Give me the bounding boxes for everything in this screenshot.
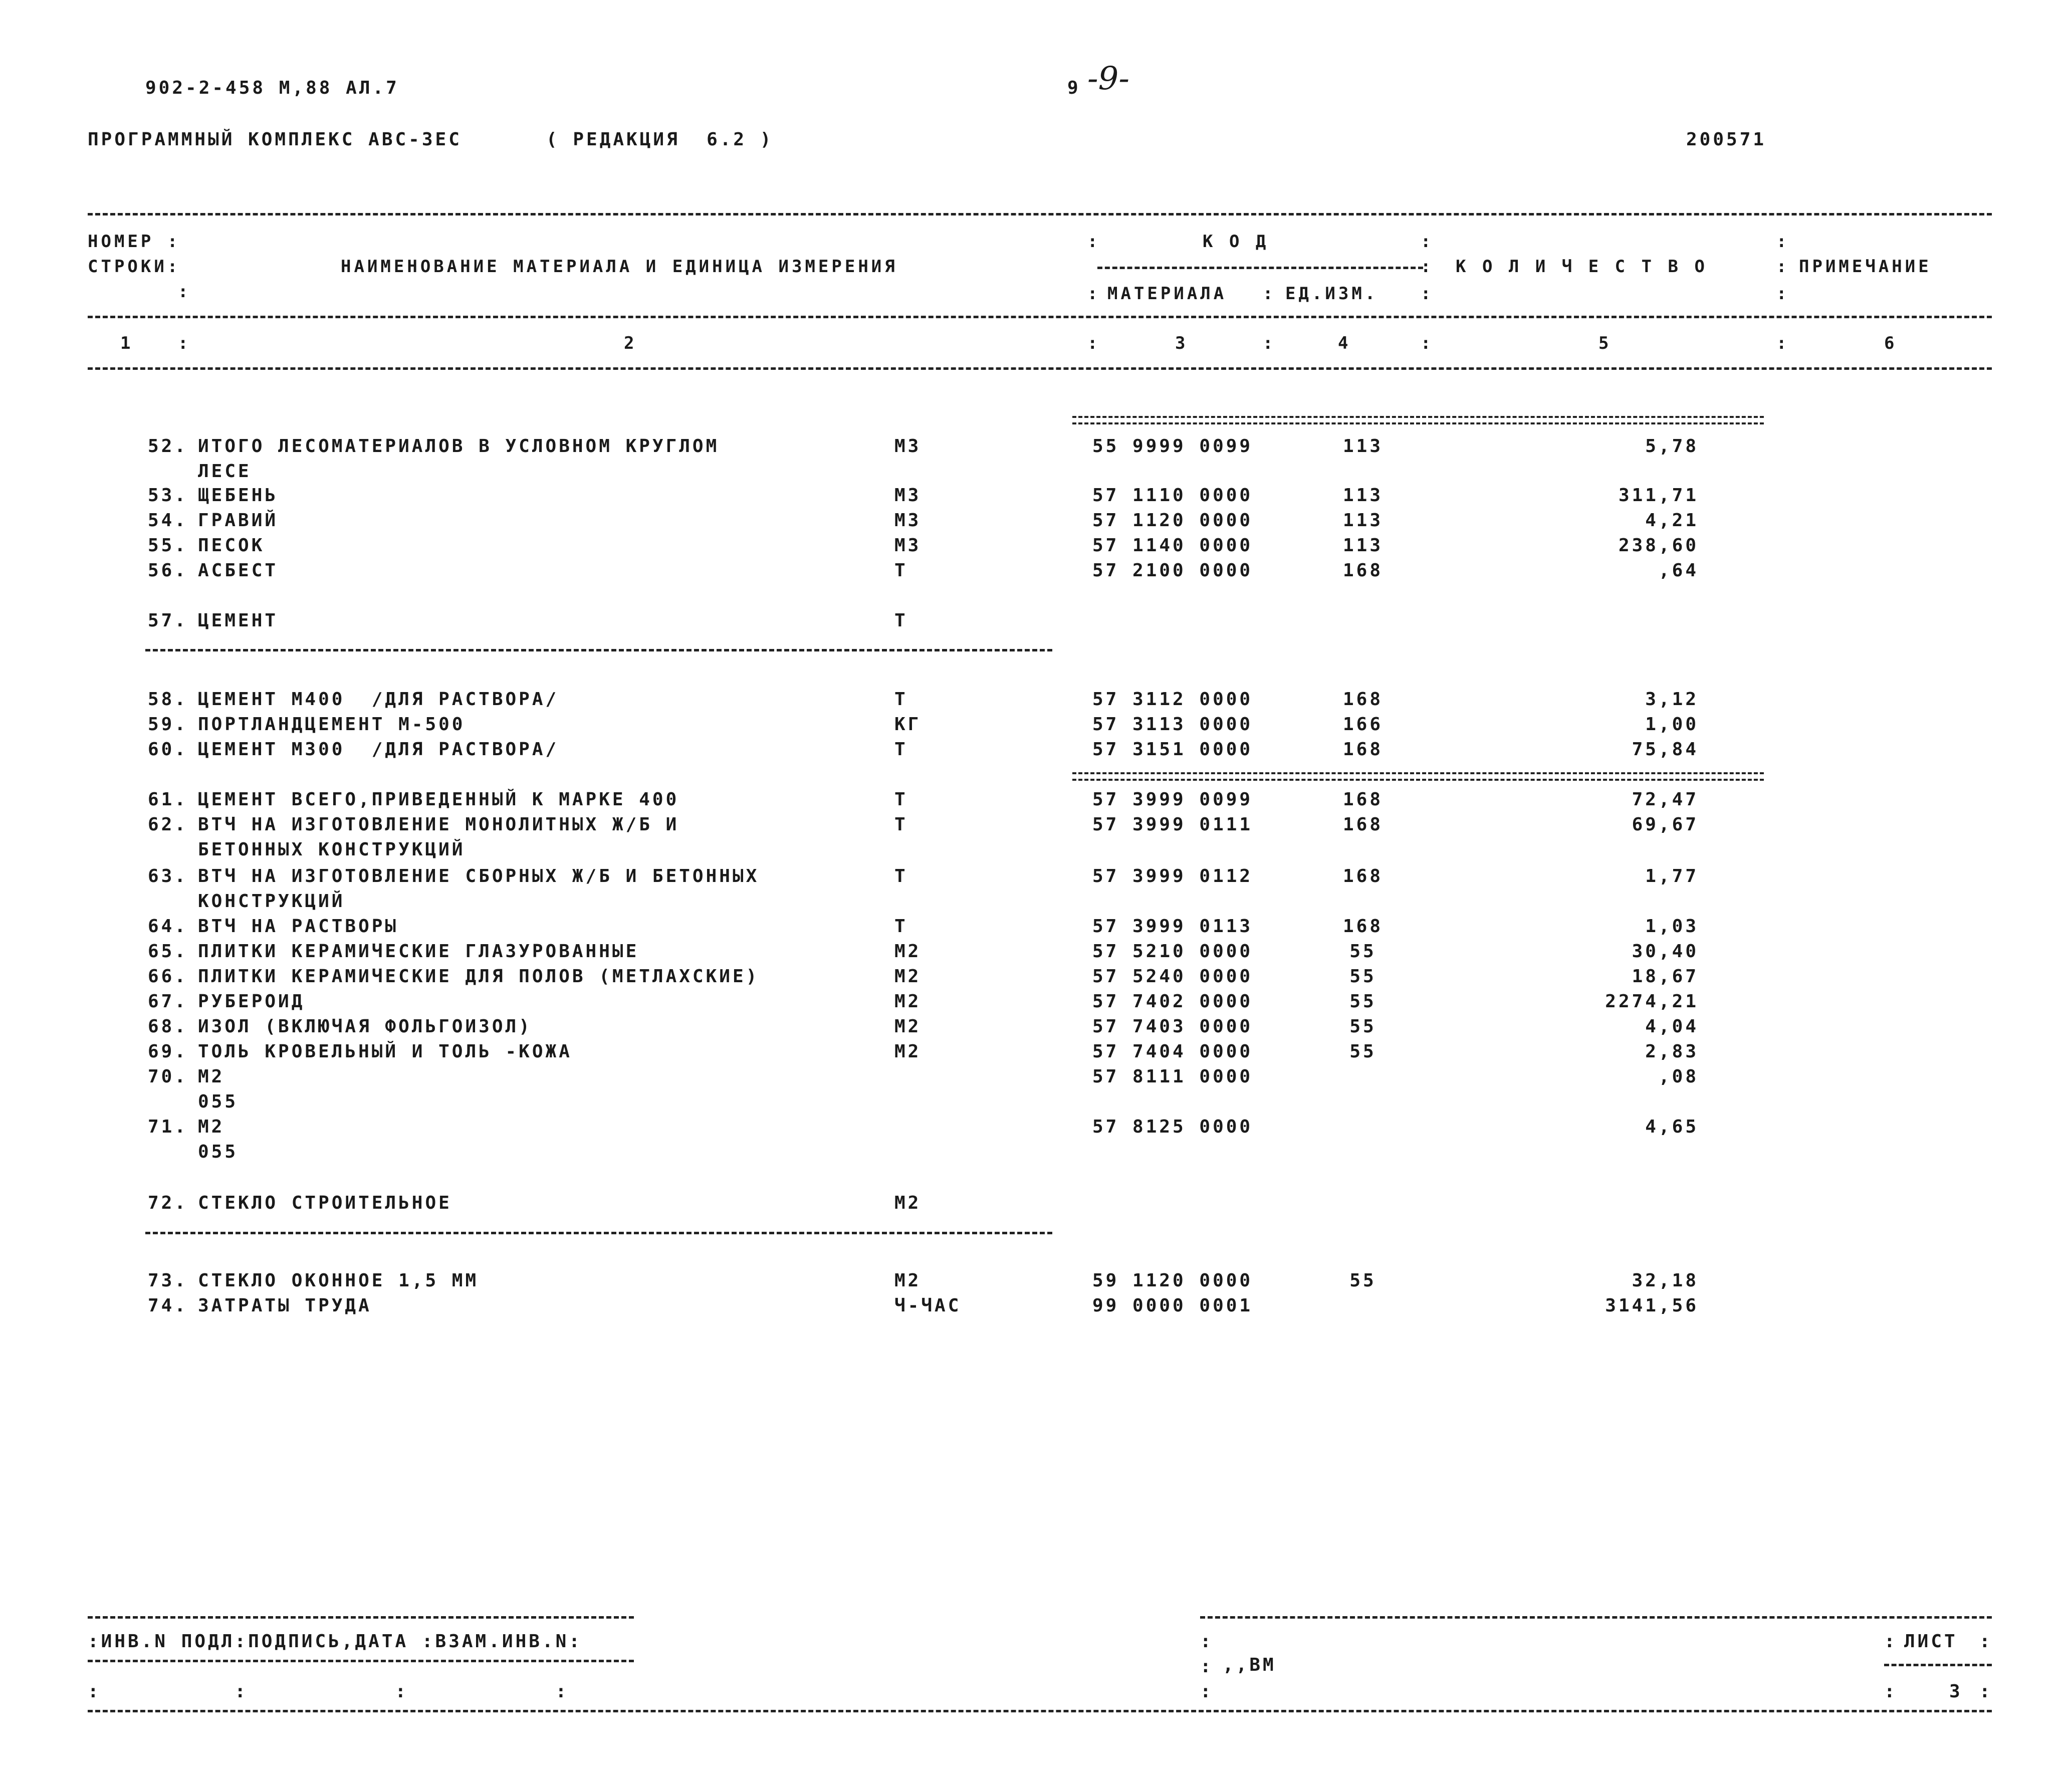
sheet-label: ЛИСТ — [1904, 1631, 1958, 1652]
sheet-rule — [1884, 1664, 1992, 1666]
unit-code: 168 — [1342, 814, 1384, 835]
header-colon: : — [1421, 232, 1434, 252]
row-number-label-1: НОМЕР : — [88, 232, 181, 252]
material-name: АСБЕСТ — [198, 560, 279, 581]
material-code: 57 2100 0000 — [1092, 560, 1253, 581]
note-label: ПРИМЕЧАНИЕ — [1799, 257, 1932, 277]
header-colon: : — [178, 333, 191, 353]
material-name: ЩЕБЕНЬ — [198, 485, 279, 506]
material-code-label: МАТЕРИАЛА — [1107, 284, 1227, 304]
footer-right-top-rule — [1200, 1616, 1992, 1619]
row-number: 72. — [147, 1193, 188, 1213]
material-name: ВТЧ НА РАСТВОРЫ — [198, 916, 399, 937]
unit-code: 55 — [1349, 1041, 1376, 1062]
unit-code: 166 — [1342, 714, 1384, 735]
document-number: 200571 — [1686, 129, 1767, 150]
row-number: 58. — [147, 689, 188, 710]
unit-of-measure: Т — [894, 814, 908, 835]
group-rule — [145, 649, 1052, 651]
material-name: ЦЕМЕНТ — [198, 610, 279, 631]
material-name: М2 — [198, 1066, 225, 1087]
material-code: 57 7404 0000 — [1092, 1041, 1253, 1062]
column-number: 2 — [624, 333, 637, 353]
header-colon: : — [1421, 333, 1434, 353]
header-colon: : — [1776, 284, 1790, 304]
quantity: 72,47 — [1632, 789, 1699, 810]
material-code: 57 3999 0113 — [1092, 916, 1253, 937]
unit-code: 168 — [1342, 739, 1384, 760]
material-code: 57 5210 0000 — [1092, 941, 1253, 962]
material-name: ПЕСОК — [198, 535, 265, 556]
group-rule — [145, 1232, 1052, 1234]
unit-of-measure: Ч-ЧАС — [894, 1295, 962, 1316]
unit-of-measure: Т — [894, 560, 908, 581]
material-name: ВТЧ НА ИЗГОТОВЛЕНИЕ СБОРНЫХ Ж/Б И БЕТОННЫХ — [198, 866, 760, 886]
quantity: 5,78 — [1645, 436, 1699, 457]
unit-of-measure: КГ — [894, 714, 922, 735]
material-code: 57 8125 0000 — [1092, 1117, 1253, 1137]
unit-of-measure: М2 — [894, 1016, 922, 1037]
material-name: ИТОГО ЛЕСОМАТЕРИАЛОВ В УСЛОВНОМ КРУГЛОМ — [198, 436, 720, 457]
unit-code: 55 — [1349, 966, 1376, 987]
unit-of-measure: Т — [894, 610, 908, 631]
row-number: 73. — [147, 1270, 188, 1291]
material-name: ЦЕМЕНТ М300 /ДЛЯ РАСТВОРА/ — [198, 739, 559, 760]
row-number: 69. — [147, 1041, 188, 1062]
material-name-continuation: КОНСТРУКЦИЙ — [198, 891, 345, 912]
code-sub-rule — [1097, 267, 1423, 269]
double-rule — [1072, 772, 1764, 781]
header-colon: : — [1087, 232, 1101, 252]
row-number: 65. — [147, 941, 188, 962]
header-colon: : — [1421, 284, 1434, 304]
column-number: 1 — [120, 333, 134, 353]
quantity: 4,21 — [1645, 510, 1699, 531]
footer-colon: : — [1884, 1681, 1898, 1702]
stamp-headers: :ИНВ.N ПОДЛ:ПОДПИСЬ,ДАТА :ВЗАМ.ИНВ.N: — [88, 1631, 582, 1652]
row-number: 70. — [147, 1066, 188, 1087]
material-name: ЦЕМЕНТ ВСЕГО,ПРИВЕДЕННЫЙ К МАРКЕ 400 — [198, 789, 679, 810]
header-colon: : — [1087, 284, 1101, 304]
row-number: 71. — [147, 1117, 188, 1137]
stamp-mid-rule — [88, 1660, 634, 1662]
row-number: 55. — [147, 535, 188, 556]
material-name: М2 — [198, 1117, 225, 1137]
material-code: 57 3999 0099 — [1092, 789, 1253, 810]
row-number: 56. — [147, 560, 188, 581]
header-colon: : — [1776, 333, 1790, 353]
unit-of-measure: М3 — [894, 535, 922, 556]
quantity: 75,84 — [1632, 739, 1699, 760]
column-number: 3 — [1175, 333, 1189, 353]
page-mark-handwritten: -9- — [1087, 60, 1129, 97]
quantity: ,64 — [1658, 560, 1699, 581]
unit-code: 168 — [1342, 560, 1384, 581]
unit-code: 55 — [1349, 941, 1376, 962]
row-number: 64. — [147, 916, 188, 937]
quantity: 238,60 — [1618, 535, 1699, 556]
material-code: 57 1120 0000 — [1092, 510, 1253, 531]
header-bottom-rule — [88, 367, 1992, 370]
material-name-continuation: ЛЕСЕ — [198, 461, 252, 482]
header-colon: : — [1776, 257, 1790, 277]
material-code: 57 3113 0000 — [1092, 714, 1253, 735]
footer-bottom-rule — [88, 1710, 1992, 1712]
column-number: 6 — [1884, 333, 1898, 353]
footer-colon: : — [1979, 1681, 1993, 1702]
material-code: 57 3999 0111 — [1092, 814, 1253, 835]
code-label: К О Д — [1203, 232, 1269, 252]
material-name: ИЗОЛ (ВКЛЮЧАЯ ФОЛЬГОИЗОЛ) — [198, 1016, 532, 1037]
material-code: 57 1140 0000 — [1092, 535, 1253, 556]
quantity: 69,67 — [1632, 814, 1699, 835]
header-colon: : — [178, 282, 191, 302]
material-code: 57 3151 0000 — [1092, 739, 1253, 760]
row-number: 74. — [147, 1295, 188, 1316]
material-name: СТЕКЛО СТРОИТЕЛЬНОЕ — [198, 1193, 452, 1213]
material-name: ТОЛЬ КРОВЕЛЬНЫЙ И ТОЛЬ -КОЖА — [198, 1041, 572, 1062]
row-number: 57. — [147, 610, 188, 631]
header-colon: : — [1263, 284, 1276, 304]
unit-of-measure: М3 — [894, 510, 922, 531]
program-title: ПРОГРАММНЫЙ КОМПЛЕКС АВС-3ЕС — [88, 129, 462, 150]
material-name: РУБЕРОИД — [198, 991, 305, 1012]
material-name-continuation: 055 — [198, 1091, 239, 1112]
unit-code: 113 — [1342, 535, 1384, 556]
row-number: 63. — [147, 866, 188, 886]
material-name: ПОРТЛАНДЦЕМЕНТ М-500 — [198, 714, 466, 735]
unit-of-measure: М2 — [894, 966, 922, 987]
unit-code: 113 — [1342, 510, 1384, 531]
material-name: ВТЧ НА ИЗГОТОВЛЕНИЕ МОНОЛИТНЫХ Ж/Б И — [198, 814, 679, 835]
material-code: 57 3112 0000 — [1092, 689, 1253, 710]
material-name-label: НАИМЕНОВАНИЕ МАТЕРИАЛА И ЕДИНИЦА ИЗМЕРЕНИЯ — [341, 257, 898, 277]
quantity: 18,67 — [1632, 966, 1699, 987]
quantity: 2274,21 — [1605, 991, 1699, 1012]
unit-of-measure: Т — [894, 739, 908, 760]
material-code: 57 5240 0000 — [1092, 966, 1253, 987]
header-colon: : — [1263, 333, 1276, 353]
stamp-top-rule — [88, 1616, 634, 1619]
quantity: 32,18 — [1632, 1270, 1699, 1291]
row-number: 67. — [147, 991, 188, 1012]
unit-of-measure: Т — [894, 866, 908, 886]
quantity: ,08 — [1658, 1066, 1699, 1087]
unit-of-measure: М2 — [894, 1193, 922, 1213]
unit-code: 113 — [1342, 436, 1384, 457]
quantity: 30,40 — [1632, 941, 1699, 962]
material-name: ЗАТРАТЫ ТРУДА — [198, 1295, 372, 1316]
row-number: 54. — [147, 510, 188, 531]
quantity: 4,04 — [1645, 1016, 1699, 1037]
unit-code: 113 — [1342, 485, 1384, 506]
footer-colon: : — [1979, 1631, 1993, 1652]
unit-code: 168 — [1342, 916, 1384, 937]
quantity: 2,83 — [1645, 1041, 1699, 1062]
unit-of-measure: Т — [894, 689, 908, 710]
quantity: 1,00 — [1645, 714, 1699, 735]
row-number: 66. — [147, 966, 188, 987]
material-code: 57 3999 0112 — [1092, 866, 1253, 886]
header-colon: : — [1776, 232, 1790, 252]
sheet-number: 3 — [1949, 1681, 1963, 1702]
column-number: 4 — [1338, 333, 1351, 353]
row-number: 59. — [147, 714, 188, 735]
document-code: 902-2-458 М,88 АЛ.7 — [145, 78, 399, 98]
material-name: ЦЕМЕНТ М400 /ДЛЯ РАСТВОРА/ — [198, 689, 559, 710]
unit-of-measure: М3 — [894, 436, 922, 457]
row-number: 68. — [147, 1016, 188, 1037]
quantity: 1,77 — [1645, 866, 1699, 886]
unit-of-measure: М3 — [894, 485, 922, 506]
material-code: 57 8111 0000 — [1092, 1066, 1253, 1087]
row-number: 61. — [147, 789, 188, 810]
program-edition: ( РЕДАКЦИЯ 6.2 ) — [546, 129, 774, 150]
material-name: ГРАВИЙ — [198, 510, 279, 531]
footer-colon: : — [1200, 1681, 1214, 1702]
unit-code-label: ЕД.ИЗМ. — [1285, 284, 1378, 304]
quantity: 1,03 — [1645, 916, 1699, 937]
material-code: 99 0000 0001 — [1092, 1295, 1253, 1316]
material-name-continuation: БЕТОННЫХ КОНСТРУКЦИЙ — [198, 839, 466, 860]
unit-code: 168 — [1342, 866, 1384, 886]
stamp-empty-cells: : : : : — [88, 1681, 569, 1702]
unit-code: 168 — [1342, 789, 1384, 810]
footer-colon: : — [1200, 1656, 1214, 1677]
unit-code: 55 — [1349, 1016, 1376, 1037]
footer-colon: : — [1200, 1631, 1214, 1652]
double-rule — [1072, 416, 1764, 424]
header-colon: : — [1421, 257, 1434, 277]
row-number: 52. — [147, 436, 188, 457]
quantity-label: К О Л И Ч Е С Т В О — [1456, 257, 1708, 277]
material-code: 57 7403 0000 — [1092, 1016, 1253, 1037]
unit-of-measure: М2 — [894, 1270, 922, 1291]
material-code: 57 1110 0000 — [1092, 485, 1253, 506]
row-number: 60. — [147, 739, 188, 760]
unit-code: 55 — [1349, 1270, 1376, 1291]
unit-of-measure: М2 — [894, 1041, 922, 1062]
material-name: ПЛИТКИ КЕРАМИЧЕСКИЕ ГЛАЗУРОВАННЫЕ — [198, 941, 639, 962]
material-name: ПЛИТКИ КЕРАМИЧЕСКИЕ ДЛЯ ПОЛОВ (МЕТЛАХСКИЕ) — [198, 966, 760, 987]
page-mark-printed: 9 — [1067, 78, 1081, 98]
material-code: 55 9999 0099 — [1092, 436, 1253, 457]
unit-of-measure: Т — [894, 789, 908, 810]
format-mark: ,,ВМ — [1223, 1655, 1276, 1675]
material-name-continuation: 055 — [198, 1142, 239, 1162]
unit-of-measure: М2 — [894, 941, 922, 962]
quantity: 4,65 — [1645, 1117, 1699, 1137]
header-mid-rule — [88, 316, 1992, 318]
column-number: 5 — [1598, 333, 1612, 353]
unit-of-measure: М2 — [894, 991, 922, 1012]
material-name: СТЕКЛО ОКОННОЕ 1,5 ММ — [198, 1270, 479, 1291]
footer-colon: : — [1884, 1631, 1898, 1652]
table-top-rule — [88, 213, 1992, 215]
row-number: 62. — [147, 814, 188, 835]
quantity: 3,12 — [1645, 689, 1699, 710]
row-number-label-2: СТРОКИ: — [88, 257, 181, 277]
quantity: 311,71 — [1618, 485, 1699, 506]
header-colon: : — [1087, 333, 1101, 353]
quantity: 3141,56 — [1605, 1295, 1699, 1316]
unit-of-measure: Т — [894, 916, 908, 937]
material-code: 59 1120 0000 — [1092, 1270, 1253, 1291]
material-code: 57 7402 0000 — [1092, 991, 1253, 1012]
unit-code: 55 — [1349, 991, 1376, 1012]
unit-code: 168 — [1342, 689, 1384, 710]
row-number: 53. — [147, 485, 188, 506]
